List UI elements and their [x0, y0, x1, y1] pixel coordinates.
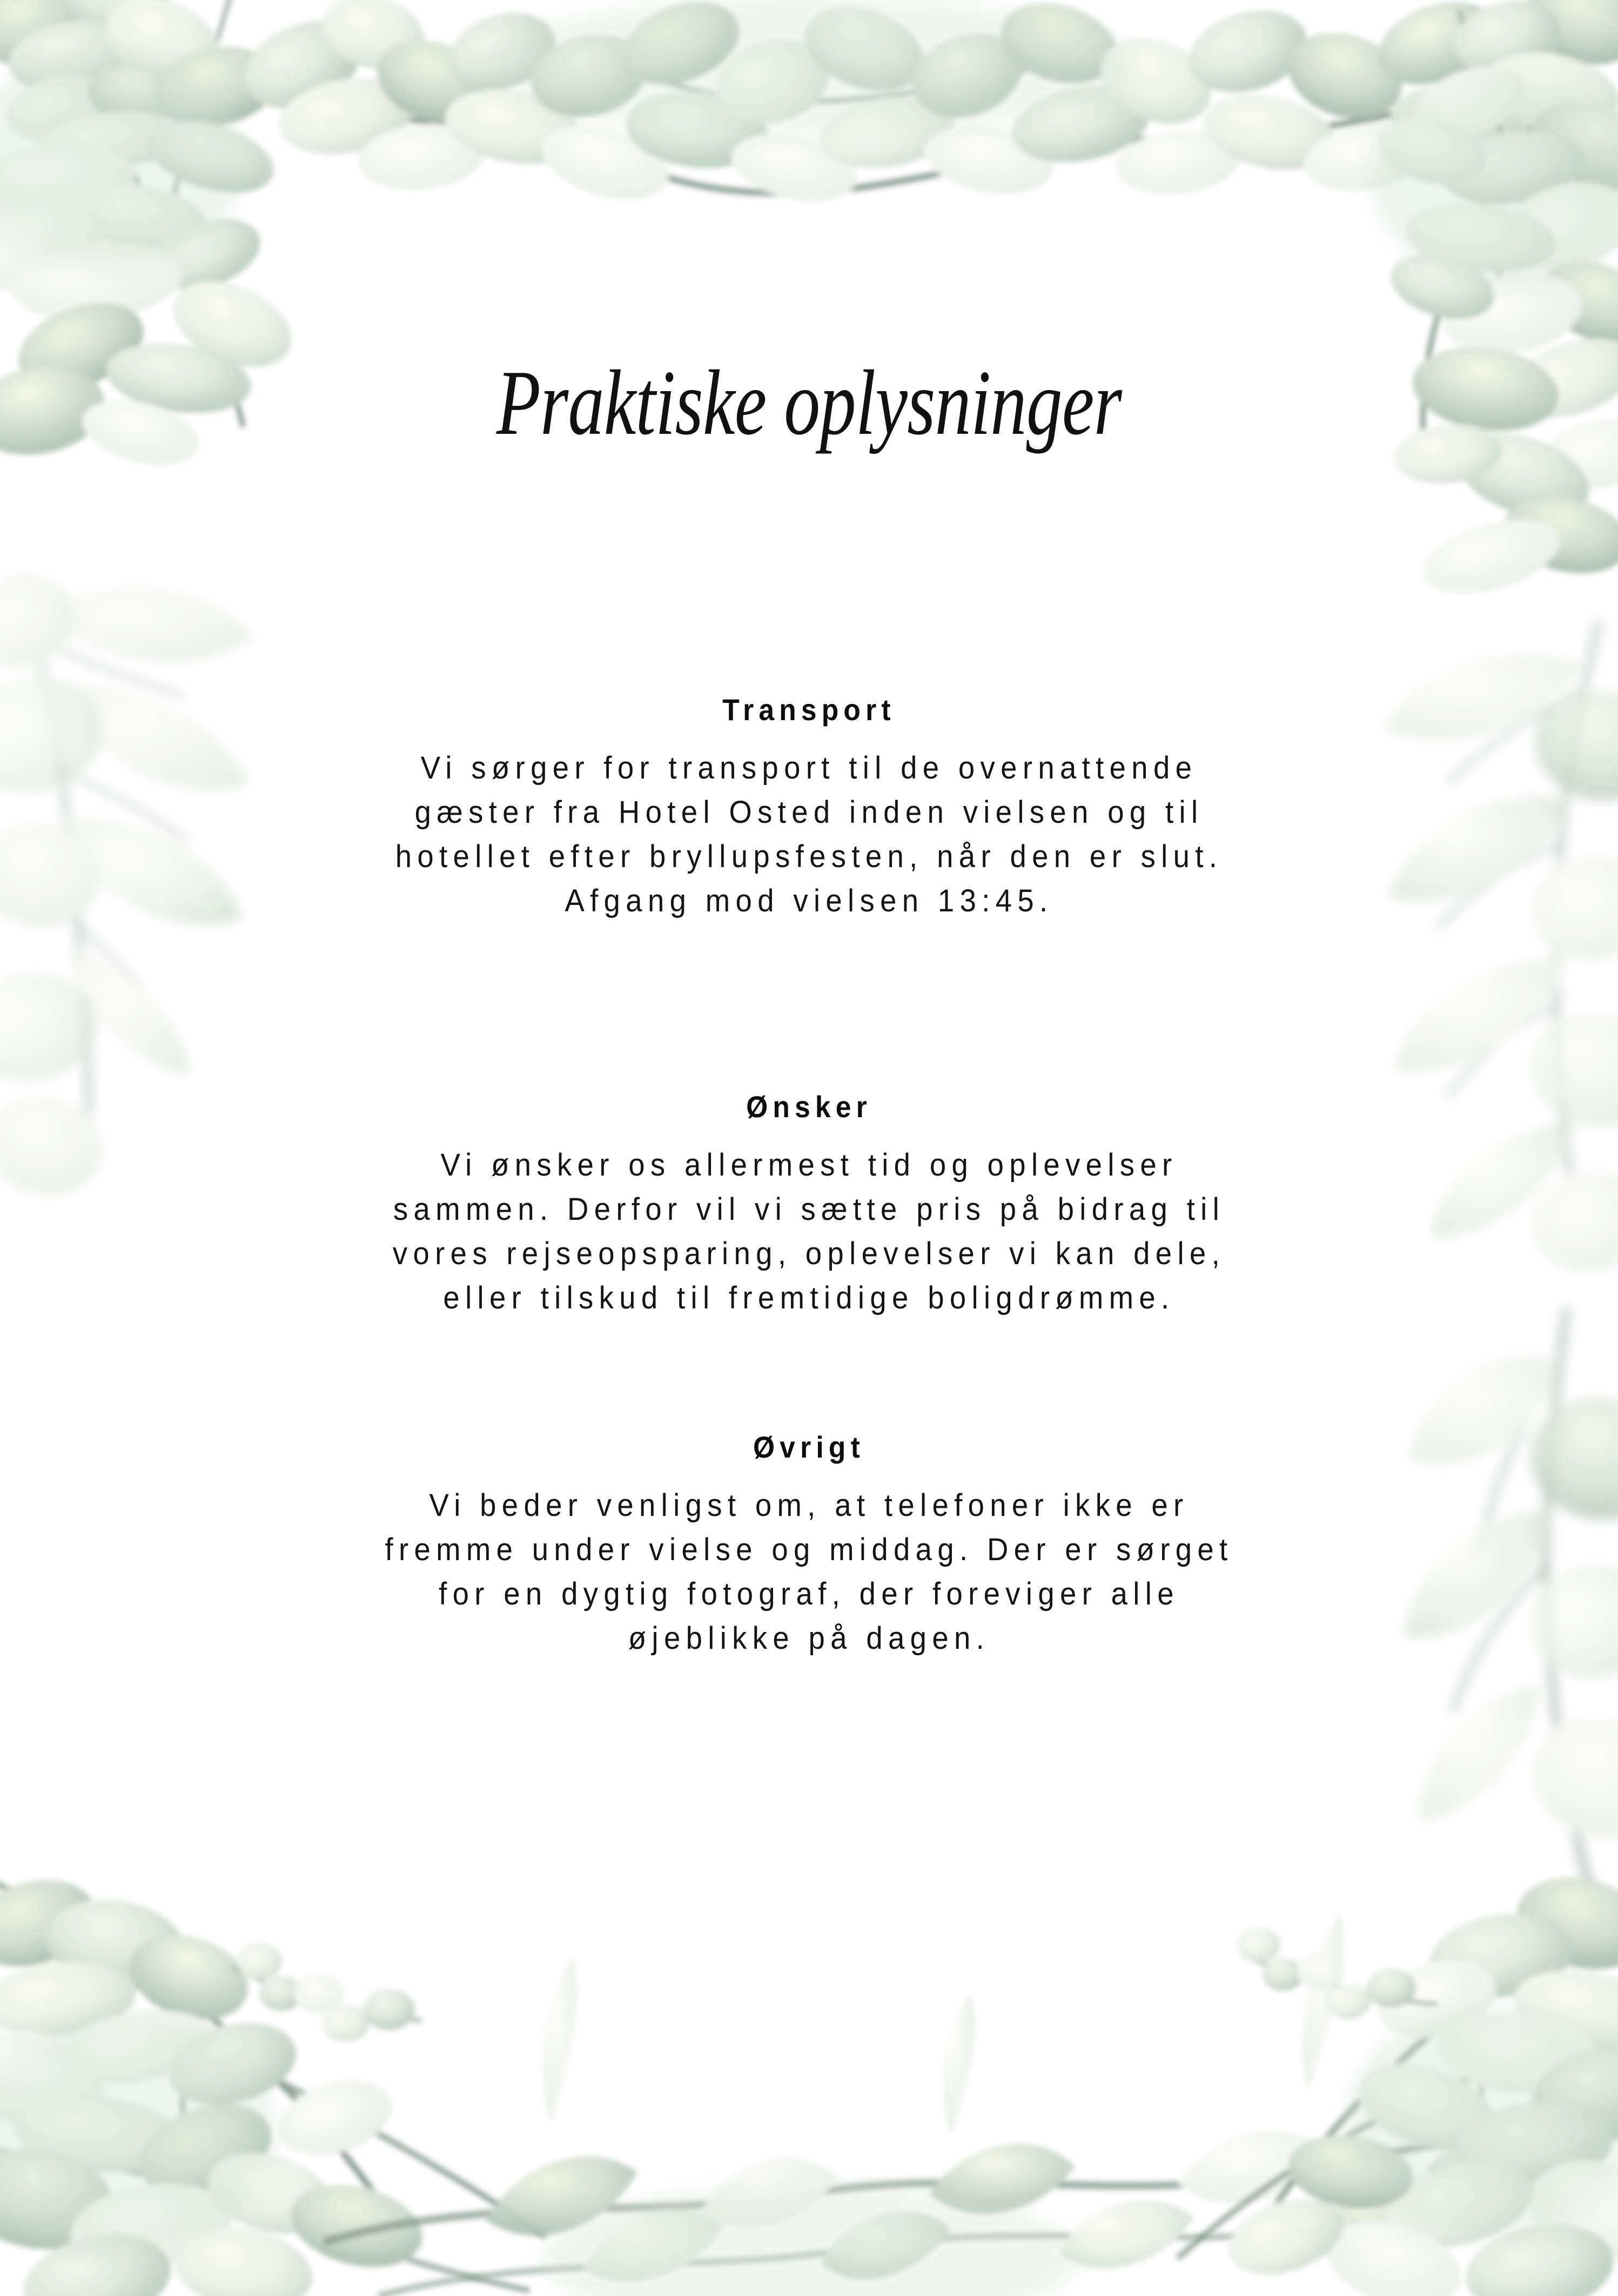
- section-heading-transport: Transport: [722, 693, 896, 727]
- body-line: Vi sørger for transport til de overnattende: [420, 750, 1198, 786]
- body-line: gæster fra Hotel Osted inden vielsen og til: [414, 795, 1204, 830]
- body-line: hotellet efter bryllupsfesten, når den er slut.: [395, 839, 1223, 875]
- body-line: vores rejseopsparing, oplevelser vi kan dele,: [392, 1236, 1226, 1272]
- body-line: Vi beder venligst om, at telefoner ikke er: [429, 1488, 1189, 1523]
- section-body-onsker: [216, 1143, 1402, 1320]
- body-line: sammen. Derfor vil vi sætte pris på bidrag til: [393, 1192, 1225, 1227]
- body-line: Afgang mod vielsen 13:45.: [565, 883, 1053, 919]
- body-line: fremme under vielse og middag. Der er sørget: [385, 1532, 1233, 1568]
- body-line: eller tilskud til fremtidige boligdrømme.: [443, 1280, 1175, 1316]
- section-transport: [178, 692, 1440, 923]
- section-heading-ovrigt: Øvrigt: [753, 1430, 865, 1464]
- section-onsker: [178, 1089, 1440, 1320]
- section-body-ovrigt: [216, 1483, 1402, 1661]
- body-line: for en dygtig fotograf, der foreviger alle: [439, 1576, 1179, 1612]
- page-title: Praktiske oplysninger: [496, 352, 1122, 454]
- section-body-transport: [216, 746, 1402, 923]
- body-line: øjeblikke på dagen.: [628, 1621, 990, 1656]
- section-ovrigt: [178, 1429, 1440, 1661]
- section-heading-onsker: Ønsker: [746, 1090, 872, 1124]
- body-line: Vi ønsker os allermest tid og oplevelser: [440, 1147, 1178, 1183]
